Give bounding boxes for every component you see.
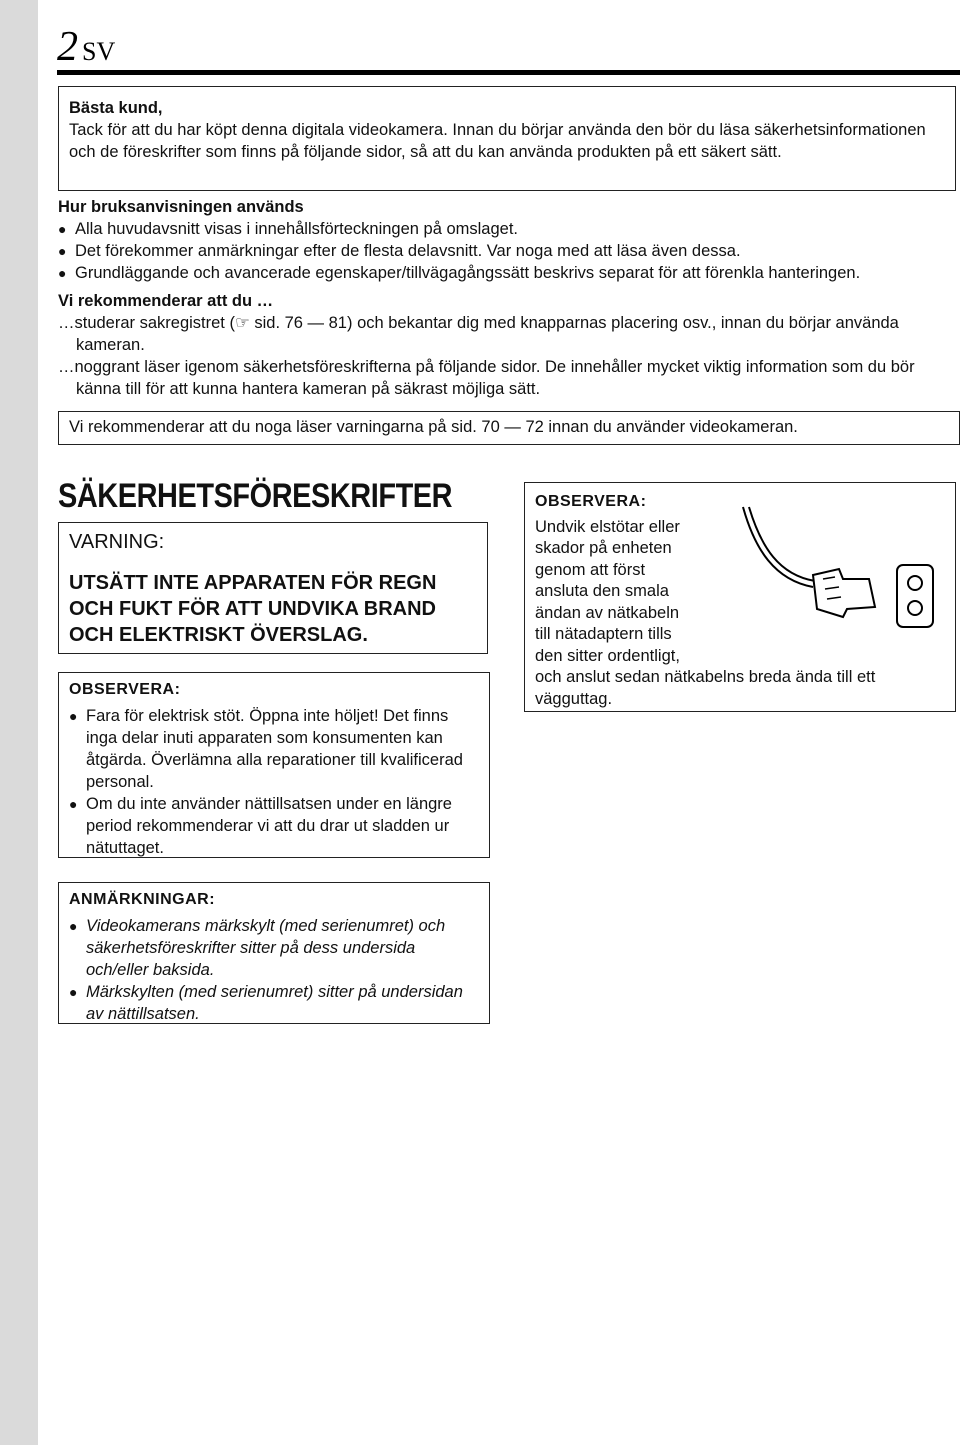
bullet-icon: ●	[69, 918, 78, 934]
notes-label: ANMÄRKNINGAR:	[69, 891, 216, 908]
caution-bullet: ● Fara för elektrisk stöt. Öppna inte höljet! Det finns inga delar inuti apparaten som konsumenten kan åtgärda. Överlämna alla reparationer till kvalificerad personal.	[69, 707, 463, 791]
side-strip	[0, 0, 38, 1445]
notes-box	[58, 882, 490, 1024]
usage-section	[58, 196, 958, 400]
bullet-icon: ●	[58, 221, 67, 237]
caution-box	[58, 672, 490, 858]
warning-text: UTSÄTT INTE APPARATEN FÖR REGN OCH FUKT FÖR ATT UNDVIKA BRAND OCH ELEKTRISKT ÖVERSLAG.	[69, 572, 437, 646]
greeting: Bästa kund,	[69, 99, 163, 117]
page-number: 2 SV	[57, 24, 116, 70]
bullet-icon: ●	[69, 708, 78, 724]
caution-plug-text: Undvik elstötar eller skador på enheten genom att först ansluta den smala ändan av nätkabeln till nätadaptern tills den sitter ordentligt,	[535, 517, 680, 665]
power-plug-icon	[735, 505, 945, 635]
notice-box: Vi rekommenderar att du noga läser varningarna på sid. 70 — 72 innan du använder videokameran.	[58, 411, 960, 445]
safety-title: SÄKERHETSFÖRESKRIFTER	[58, 477, 453, 515]
intro-box	[58, 86, 956, 191]
bullet-icon: ●	[58, 265, 67, 281]
bullet-icon: ●	[69, 984, 78, 1000]
caution-plug-tail: och anslut sedan nätkabelns breda ända till ett vägguttag.	[535, 668, 876, 708]
bullet-icon: ●	[58, 243, 67, 259]
rec-heading: Vi rekommenderar att du …	[58, 292, 274, 310]
rec-item: …studerar sakregistret (☞ sid. 76 — 81) och bekantar dig med knapparnas placering osv., innan du börjar använda kameran.	[58, 314, 899, 354]
language-code: SV	[82, 37, 116, 66]
usage-heading: Hur bruksanvisningen används	[58, 198, 304, 216]
header-rule	[57, 70, 960, 75]
warning-box	[58, 522, 488, 654]
usage-bullet: ● Grundläggande och avancerade egenskaper/tillvägagångssätt beskrivs separat för att förenkla hanteringen.	[58, 264, 861, 282]
notes-bullet: ● Videokamerans märkskylt (med serienumret) och säkerhetsföreskrifter sitter på dess undersida och/eller baksida.	[69, 917, 446, 979]
caution-bullet: ● Om du inte använder nättillsatsen under en längre period rekommenderar vi att du drar ut sladden ur nätuttaget.	[69, 795, 452, 857]
usage-bullet: ● Alla huvudavsnitt visas i innehållsförteckningen på omslaget.	[58, 220, 519, 238]
intro-text: Tack för att du har köpt denna digitala videokamera. Innan du börjar använda den bör du läsa säkerhetsinformationen och de föreskrifter som finns på följande sidor, så att du kan använda produkten på ett säkert sätt.	[69, 121, 926, 161]
notes-bullet: ● Märkskylten (med serienumret) sitter på undersidan av nättillsatsen.	[69, 983, 463, 1023]
rec-item: …noggrant läser igenom säkerhetsföreskrifterna på följande sidor. De innehåller mycket viktig information som du bör känna till för att kunna hantera kameran på säkrast möjliga sätt.	[58, 358, 915, 398]
warning-label: VARNING:	[69, 531, 165, 553]
bullet-icon: ●	[69, 796, 78, 812]
caution-label: OBSERVERA:	[69, 681, 181, 698]
caution-plug-box	[524, 482, 956, 712]
caution-label: OBSERVERA:	[535, 493, 647, 510]
usage-bullet: ● Det förekommer anmärkningar efter de flesta delavsnitt. Var noga med att läsa även dessa.	[58, 242, 741, 260]
